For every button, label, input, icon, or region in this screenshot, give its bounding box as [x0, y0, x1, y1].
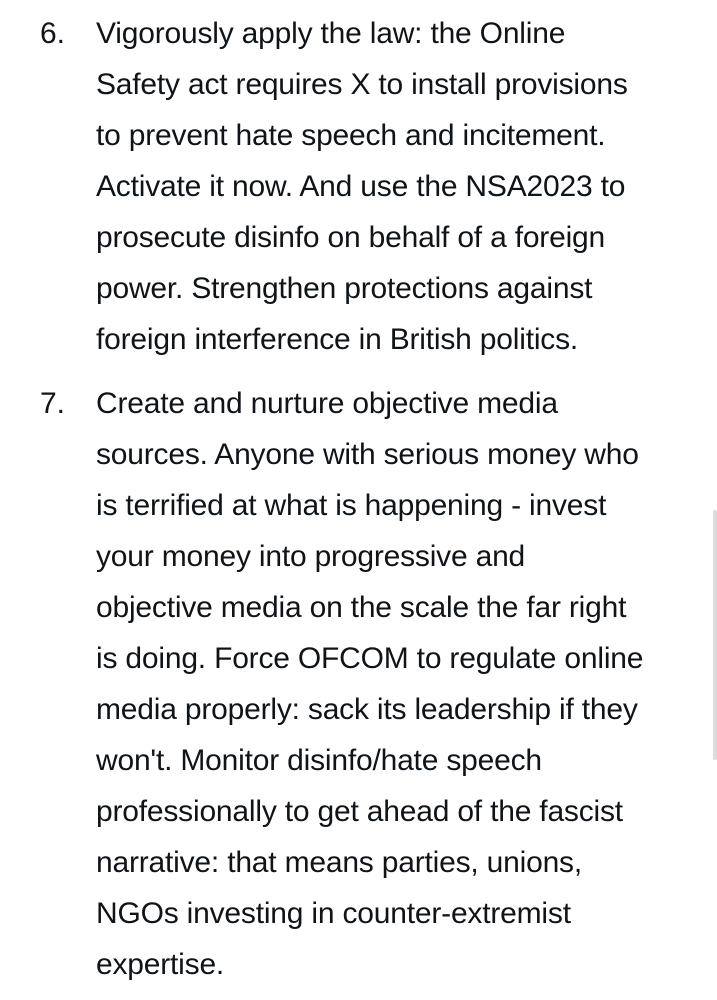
text-line: NGOs investing in counter-extremist — [96, 897, 571, 930]
list-item-number: 6. — [40, 17, 66, 50]
numbered-list — [0, 8, 717, 990]
text-line: won't. Monitor disinfo/hate speech — [96, 744, 542, 777]
text-line: expertise. — [96, 948, 225, 981]
list-item-7 — [0, 378, 717, 990]
list-item-text — [96, 378, 697, 990]
list-item-6 — [0, 8, 717, 365]
text-line: Safety act requires X to install provisions — [96, 68, 628, 101]
text-line: Create and nurture objective media — [96, 387, 558, 420]
text-line: is doing. Force OFCOM to regulate online — [96, 642, 644, 675]
text-line: objective media on the scale the far right — [96, 591, 627, 624]
text-line: to prevent hate speech and incitement. — [96, 119, 606, 152]
text-line: power. Strengthen protections against — [96, 272, 593, 305]
text-line: narrative: that means parties, unions, — [96, 846, 582, 879]
text-line: sources. Anyone with serious money who — [96, 438, 639, 471]
text-line: Activate it now. And use the NSA2023 to — [96, 170, 626, 203]
text-line: foreign interference in British politics. — [96, 323, 579, 356]
text-line: media properly: sack its leadership if they — [96, 693, 638, 726]
list-item-number: 7. — [40, 387, 66, 420]
scrollbar-thumb[interactable] — [713, 510, 717, 760]
text-line: is terrified at what is happening - invest — [96, 489, 607, 522]
text-line: prosecute disinfo on behalf of a foreign — [96, 221, 606, 254]
text-line: professionally to get ahead of the fascist — [96, 795, 623, 828]
text-line: Vigorously apply the law: the Online — [96, 17, 566, 50]
list-item-text — [96, 8, 697, 365]
text-line: your money into progressive and — [96, 540, 526, 573]
